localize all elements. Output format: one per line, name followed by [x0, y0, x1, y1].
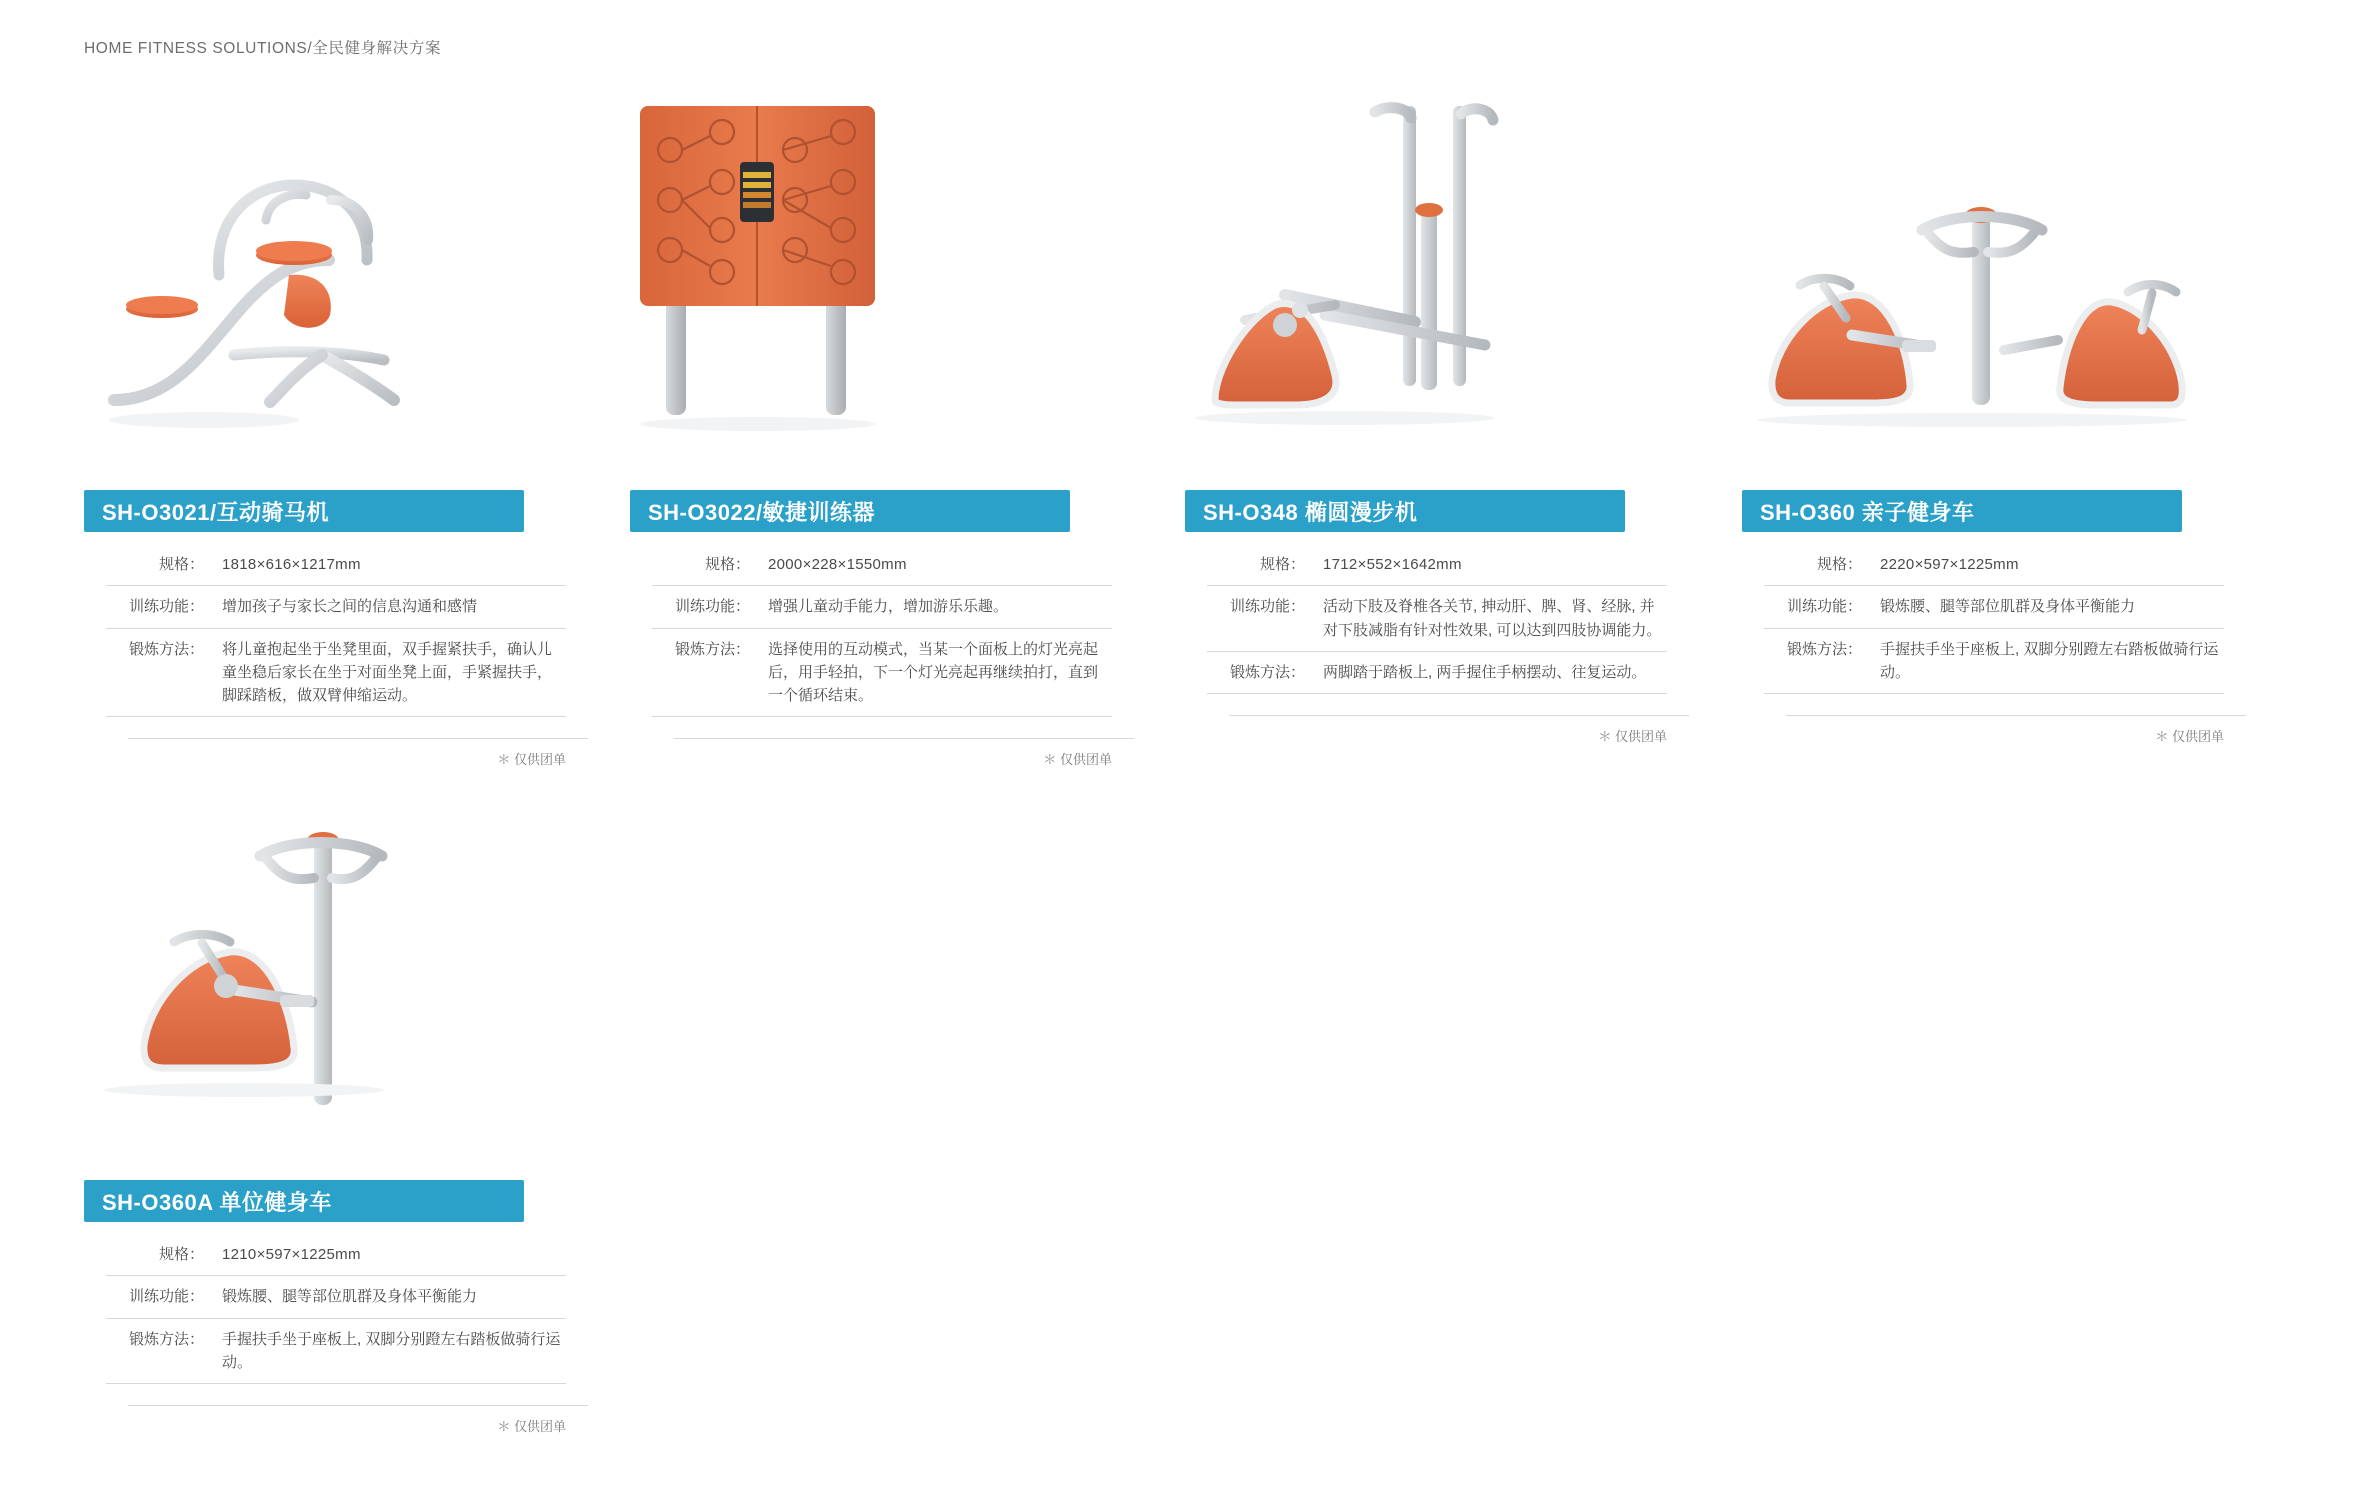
group-order-note: ＊ 仅供团单	[2155, 729, 2224, 744]
spec-row-method	[1207, 652, 1667, 694]
interactive-horse-rider-photo	[84, 100, 654, 490]
spec-row-size	[652, 544, 1112, 586]
spec-value: 1210×597×1225mm	[222, 1246, 361, 1263]
note-row	[652, 739, 1112, 768]
spec-tail	[674, 717, 1134, 739]
spec-label: 规格：	[158, 556, 204, 573]
page-header: HOME FITNESS SOLUTIONS/全民健身解决方案	[84, 40, 442, 57]
spec-value: 2220×597×1225mm	[1880, 556, 2019, 573]
spec-value: 选择使用的互动模式，当某一个面板上的灯光亮起后，用手轻拍，下一个灯光亮起再继续拍打，直到一个循环结束。	[768, 640, 1099, 704]
spec-row-function	[106, 1276, 566, 1318]
spec-tail-stub	[1229, 694, 1341, 716]
spec-tail-rest	[240, 1384, 588, 1406]
group-order-note: ＊ 仅供团单	[1598, 729, 1667, 744]
elliptical-walker-photo	[1185, 100, 1755, 490]
spec-row-size	[1764, 544, 2224, 586]
spec-value: 锻炼腰、腿等部位肌群及身体平衡能力	[222, 1288, 478, 1306]
spec-label: 锻炼方法：	[128, 1330, 204, 1348]
spec-label: 训练功能：	[674, 598, 750, 616]
product-title: SH-O348 椭圆漫步机	[1203, 499, 1418, 525]
spec-tail	[128, 1384, 588, 1406]
spec-value: 手握扶手坐于座板上, 双脚分别蹬左右踏板做骑行运动。	[222, 1330, 561, 1371]
spec-tail-stub	[128, 1384, 240, 1406]
agility-trainer-board-photo	[630, 100, 1200, 490]
spec-value: 增加孩子与家长之间的信息沟通和感情	[222, 598, 478, 616]
product-specs	[106, 1234, 566, 1435]
spec-row-size	[1207, 544, 1667, 586]
product-title-bar	[1185, 490, 1625, 532]
product-card	[1742, 100, 2312, 745]
spec-value: 将儿童抱起坐于坐凳里面，双手握紧扶手，确认儿童坐稳后家长在坐于对面坐凳上面，手紧握扶手，脚踩踏板，做双臂伸缩运动。	[222, 640, 553, 704]
product-title: SH-O360 亲子健身车	[1760, 499, 1975, 525]
spec-value: 增强儿童动手能力，增加游乐乐趣。	[768, 598, 1009, 616]
single-fitness-bike-photo	[84, 790, 654, 1180]
spec-label: 锻炼方法：	[128, 640, 204, 658]
spec-value: 手握扶手坐于座板上, 双脚分别蹬左右踏板做骑行运动。	[1880, 640, 2219, 681]
spec-value: 1712×552×1642mm	[1323, 556, 1462, 573]
spec-row-function	[106, 586, 566, 628]
spec-label: 锻炼方法：	[1229, 663, 1305, 681]
spec-label: 锻炼方法：	[1786, 640, 1862, 658]
spec-label: 训练功能：	[1786, 598, 1862, 616]
spec-row-method	[652, 629, 1112, 718]
spec-label: 规格：	[1816, 556, 1862, 573]
product-title-bar	[630, 490, 1070, 532]
spec-value: 锻炼腰、腿等部位肌群及身体平衡能力	[1880, 598, 2136, 616]
spec-label: 锻炼方法：	[674, 640, 750, 658]
product-card	[1185, 100, 1755, 745]
product-title: SH-O3022/敏捷训练器	[648, 499, 876, 525]
spec-label: 规格：	[704, 556, 750, 573]
product-specs	[1207, 544, 1667, 745]
product-specs	[1764, 544, 2224, 745]
spec-label: 规格：	[1259, 556, 1305, 573]
note-row	[1207, 716, 1667, 745]
spec-row-method	[1764, 629, 2224, 695]
spec-tail-stub	[1786, 694, 1898, 716]
group-order-note: ＊ 仅供团单	[497, 752, 566, 768]
product-title-bar	[84, 490, 524, 532]
spec-tail-rest	[1898, 694, 2246, 716]
note-row	[106, 739, 566, 768]
spec-label: 规格：	[158, 1246, 204, 1263]
spec-value: 2000×228×1550mm	[768, 556, 907, 573]
product-card	[630, 100, 1200, 768]
group-order-note: ＊ 仅供团单	[497, 1419, 566, 1434]
spec-row-function	[1764, 586, 2224, 628]
spec-value: 活动下肢及脊椎各关节, 抻动肝、脾、肾、经脉, 并对下肢减脂有针对性效果, 可以达到四肢协调能力。	[1323, 598, 1662, 639]
spec-tail-stub	[128, 717, 240, 739]
product-title: SH-O360A 单位健身车	[102, 1189, 332, 1215]
spec-value: 1818×616×1217mm	[222, 556, 361, 573]
spec-tail-stub	[674, 717, 786, 739]
spec-label: 训练功能：	[128, 598, 204, 616]
parent-child-fitness-bike-photo	[1742, 100, 2312, 490]
spec-value: 两脚踏于踏板上, 两手握住手柄摆动、往复运动。	[1323, 663, 1647, 681]
product-card	[84, 100, 654, 768]
product-card	[84, 790, 654, 1435]
spec-tail	[1786, 694, 2246, 716]
group-order-note: ＊ 仅供团单	[1043, 752, 1112, 768]
product-title: SH-O3021/互动骑马机	[102, 499, 330, 525]
spec-row-function	[652, 586, 1112, 628]
note-row	[106, 1406, 566, 1435]
spec-label: 训练功能：	[128, 1288, 204, 1306]
product-specs	[106, 544, 566, 768]
spec-tail	[1229, 694, 1689, 716]
spec-tail-rest	[1341, 694, 1689, 716]
product-title-bar	[84, 1180, 524, 1222]
spec-label: 训练功能：	[1229, 598, 1305, 616]
spec-tail-rest	[240, 717, 588, 739]
spec-row-method	[106, 629, 566, 718]
spec-row-size	[106, 1234, 566, 1276]
product-title-bar	[1742, 490, 2182, 532]
spec-row-size	[106, 544, 566, 586]
spec-tail	[128, 717, 588, 739]
spec-row-function	[1207, 586, 1667, 652]
spec-tail-rest	[786, 717, 1134, 739]
note-row	[1764, 716, 2224, 745]
product-specs	[652, 544, 1112, 768]
spec-row-method	[106, 1319, 566, 1385]
